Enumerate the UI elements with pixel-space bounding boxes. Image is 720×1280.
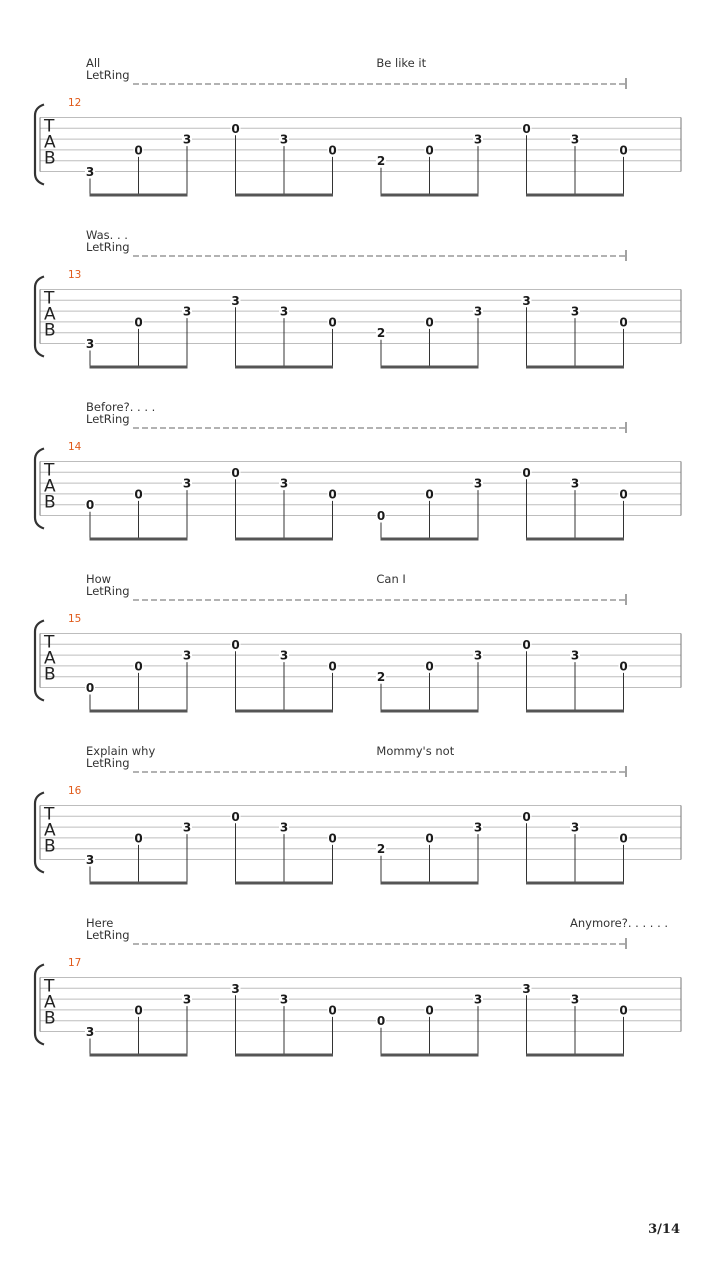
let-ring-label: LetRing [86,68,130,82]
fret-number: 0 [134,831,143,846]
measure-number: 16 [68,785,82,797]
note-beam [235,194,333,197]
fret-number: 2 [376,154,386,169]
lyric-text: Anymore?. . . . . . [570,916,669,930]
tab-clef-letter: A [44,476,56,497]
fret-number: 3 [182,648,192,663]
tab-clef-letter: A [44,132,56,153]
fret-number: 3 [279,820,289,835]
fret-number: 0 [619,487,628,502]
lyric-text: How [86,572,112,586]
fret-number: 2 [376,670,386,685]
page-number: 3/14 [648,1222,680,1237]
note-beam [381,194,479,197]
lyric-text: Here [86,916,114,930]
tab-clef-letter: T [44,116,55,137]
lyric-text: Was. . . [86,228,128,242]
fret-number: 3 [182,132,192,147]
note-beam [381,710,479,713]
fret-number: 3 [473,992,483,1007]
note-beam [235,538,333,541]
fret-number: 3 [522,981,531,996]
note-beam [526,194,624,197]
tab-clef-letter: B [44,148,56,169]
fret-number: 3 [85,1025,95,1039]
fret-number: 3 [570,304,580,319]
fret-number: 0 [231,121,240,136]
tab-clef-letter: T [44,976,55,997]
lyric-text: Be like it [376,56,427,70]
tab-clef-letter: B [44,836,56,857]
fret-number: 2 [376,842,386,857]
measure-number: 12 [68,97,82,109]
fret-number: 3 [570,820,580,835]
fret-number: 0 [376,509,386,523]
let-ring-label: LetRing [86,928,130,942]
note-beam [90,1054,188,1057]
note-beam [235,1054,333,1057]
fret-number: 0 [619,315,628,330]
fret-number: 0 [425,487,434,502]
note-beam [90,194,188,197]
tab-clef-letter: T [44,460,55,481]
note-beam [381,1054,479,1057]
tab-clef-letter: T [44,632,55,653]
lyric-text: All [86,56,101,70]
fret-number: 3 [473,132,483,147]
note-beam [90,710,188,713]
fret-number: 3 [231,981,240,996]
fret-number: 0 [522,637,531,652]
fret-number: 0 [328,659,337,674]
fret-number: 0 [328,487,337,502]
note-beam [235,710,333,713]
fret-number: 3 [182,820,192,835]
fret-number: 0 [619,143,628,158]
fret-number: 0 [134,487,143,502]
fret-number: 3 [279,132,289,147]
fret-number: 0 [522,809,531,824]
tab-clef-letter: B [44,492,56,513]
fret-number: 0 [425,1003,434,1018]
fret-number: 0 [85,498,95,513]
lyric-text: Mommy's not [376,744,455,758]
note-beam [90,538,188,541]
note-beam [235,366,333,369]
fret-number: 0 [522,121,531,136]
lyric-text: Explain why [86,744,156,758]
fret-number: 0 [328,315,337,330]
note-beam [526,538,624,541]
tab-clef-letter: T [44,804,55,825]
fret-number: 3 [85,853,95,867]
let-ring-label: LetRing [86,584,130,598]
fret-number: 0 [134,659,143,674]
fret-number: 0 [85,681,95,695]
note-beam [235,882,333,885]
fret-number: 0 [134,315,143,330]
let-ring-label: LetRing [86,756,130,770]
lyric-text: Before?. . . . [86,400,156,414]
note-beam [90,366,188,369]
tab-clef-letter: A [44,304,56,325]
fret-number: 3 [182,304,192,319]
fret-number: 3 [279,304,289,319]
tab-clef-letter: A [44,992,56,1013]
note-beam [381,538,479,541]
fret-number: 0 [425,315,434,330]
fret-number: 0 [134,143,143,158]
note-beam [526,366,624,369]
measure-number: 13 [68,269,82,281]
fret-number: 0 [425,831,434,846]
fret-number: 3 [570,992,580,1007]
fret-number: 0 [425,143,434,158]
let-ring-label: LetRing [86,412,130,426]
note-beam [526,710,624,713]
fret-number: 0 [328,1003,337,1018]
fret-number: 0 [619,659,628,674]
fret-number: 3 [85,165,95,179]
fret-number: 2 [376,326,386,341]
fret-number: 3 [279,476,289,491]
fret-number: 3 [473,820,483,835]
fret-number: 0 [231,465,240,480]
fret-number: 0 [231,809,240,824]
note-beam [381,366,479,369]
tab-clef-letter: B [44,1008,56,1029]
tab-clef-letter: B [44,320,56,341]
fret-number: 0 [522,465,531,480]
fret-number: 0 [619,1003,628,1018]
tab-clef-letter: A [44,648,56,669]
fret-number: 3 [85,337,95,351]
fret-number: 0 [619,831,628,846]
note-beam [526,1054,624,1057]
fret-number: 3 [231,293,240,308]
fret-number: 3 [279,992,289,1007]
fret-number: 3 [473,648,483,663]
fret-number: 3 [522,293,531,308]
fret-number: 3 [570,132,580,147]
note-beam [381,882,479,885]
fret-number: 3 [279,648,289,663]
fret-number: 3 [473,476,483,491]
fret-number: 3 [473,304,483,319]
measure-number: 17 [68,957,82,969]
measure-number: 14 [68,441,82,453]
note-beam [526,882,624,885]
measure-number: 15 [68,613,82,625]
tab-clef-letter: A [44,820,56,841]
fret-number: 0 [134,1003,143,1018]
note-beam [90,882,188,885]
fret-number: 3 [570,476,580,491]
fret-number: 3 [182,992,192,1007]
tab-clef-letter: T [44,288,55,309]
fret-number: 0 [425,659,434,674]
lyric-text: Can I [376,572,406,586]
fret-number: 3 [182,476,192,491]
fret-number: 3 [570,648,580,663]
fret-number: 0 [328,143,337,158]
tab-clef-letter: B [44,664,56,685]
fret-number: 0 [231,637,240,652]
fret-number: 0 [376,1014,386,1029]
fret-number: 0 [328,831,337,846]
let-ring-label: LetRing [86,240,130,254]
